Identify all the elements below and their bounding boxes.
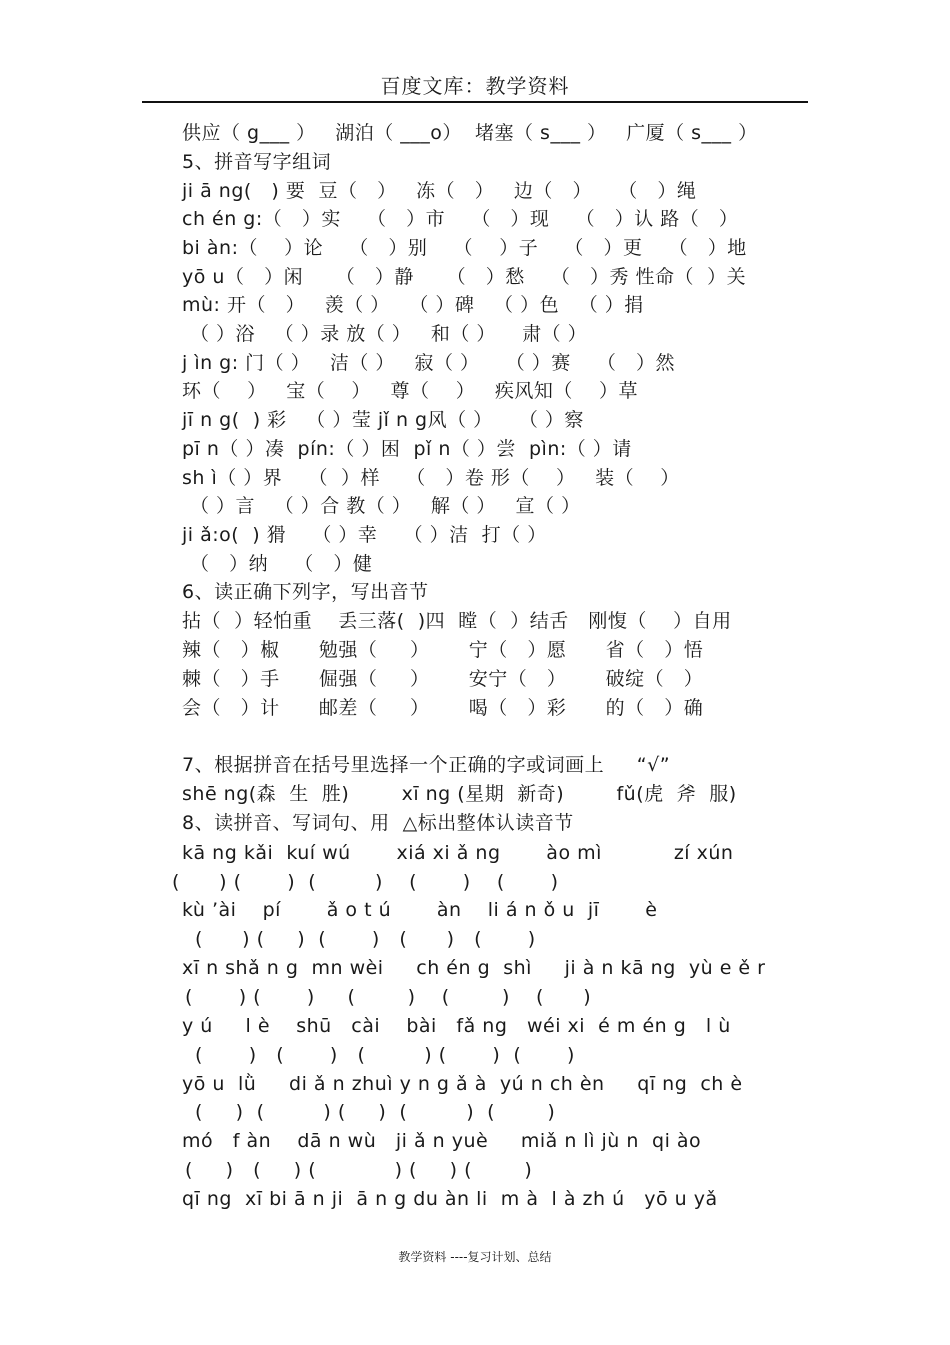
worksheet-line: jī n g( ) 彩 （ ）莹 jǐ n g风（ ） （ ）察 bbox=[182, 409, 584, 431]
worksheet-line: 拈（ ）轻怕重 丢三落( )四 瞠（ ）结舌 刚愎（ ）自用 bbox=[182, 610, 732, 632]
section-6-heading: 6、读正确下列字，写出音节 bbox=[182, 581, 429, 603]
pinyin-line: mó f àn dā n wù ji ǎ n yuè miǎ n lì jù n qi ào bbox=[182, 1130, 702, 1152]
worksheet-line: ji ǎ:o( ) 猾 （ ）幸 （ ）洁 打（ ） bbox=[182, 524, 547, 546]
worksheet-line: 供应（ g___ ） 湖泊（ ___o） 堵塞（ s___ ） 广厦（ s___ ） bbox=[182, 122, 758, 144]
pinyin-line: qī ng xī bi ā n ji ā n g du àn li m à l à zh ú yō u yǎ bbox=[182, 1188, 718, 1210]
page-header: 百度文库：教学资料 bbox=[380, 74, 570, 98]
section-5-heading: 5、拼音写字组词 bbox=[182, 151, 332, 173]
answer-brackets: ( ) ( ) ( ) ( ) ( ) bbox=[195, 1101, 556, 1123]
pinyin-line: xī n shǎ n g mn wèi ch én g shì ji à n kā ng yù e ě r bbox=[182, 957, 766, 979]
pinyin-line: y ú l è shū cài bài fǎ ng wéi xi é m én g l ù bbox=[182, 1015, 731, 1037]
worksheet-line: （ ）浴 （ ）录 放（ ） 和（ ） 肃（ ） bbox=[190, 323, 588, 345]
pinyin-line: yō u lǜ di ǎ n zhuì y n g ǎ à yú n ch èn qī ng ch è bbox=[182, 1073, 743, 1095]
worksheet-line: （ ）言 （ ）合 教（ ） 解（ ） 宣（ ） bbox=[190, 495, 581, 517]
worksheet-line: pī n（ ）凑 pín:（ ）困 pǐ n（ ）尝 pìn:（ ）请 bbox=[182, 438, 632, 460]
worksheet-line: （ ）纳 （ ）健 bbox=[190, 553, 373, 575]
section-7-heading: 7、根据拼音在括号里选择一个正确的字或词画上 “√” bbox=[182, 754, 671, 776]
section-8-heading: 8、读拼音、写词句、用 △标出整体认读音节 bbox=[182, 812, 574, 834]
answer-brackets: ( ) ( ) ( ) ( ) ( ) bbox=[185, 1159, 533, 1181]
worksheet-line: 会（ ）计 邮差（ ） 喝（ ）彩 的（ ）确 bbox=[182, 697, 704, 719]
worksheet-line: mù: 开（ ） 羡（ ） （ ）碑 （ ）色 （ ）捐 bbox=[182, 294, 644, 316]
worksheet-line: sh ì（ ）界 （ ）样 （ ）卷 形（ ） 装（ ） bbox=[182, 467, 680, 489]
answer-brackets: ( ) ( ) ( ) ( ) ( ) bbox=[195, 1044, 575, 1066]
header-divider bbox=[142, 101, 808, 103]
worksheet-line: ch én g:（ ）实 （ ）市 （ ）现 （ ）认 路（ ） bbox=[182, 208, 739, 230]
pinyin-line: kā ng kǎi kuí wú xiá xi ǎ ng ào mì zí xún bbox=[182, 842, 734, 864]
answer-brackets: ( ) ( ) ( ) ( ) ( ) bbox=[195, 928, 536, 950]
worksheet-line: yō u（ ）闲 （ ）静 （ ）愁 （ ）秀 性命（ ）关 bbox=[182, 266, 747, 288]
worksheet-line: bi àn:（ ）论 （ ）别 （ ）子 （ ）更 （ ）地 bbox=[182, 237, 747, 259]
pinyin-line: kù ’ài pí ǎ o t ú àn li á n ǒ u jī è bbox=[182, 899, 658, 921]
worksheet-line: 辣（ ）椒 勉强（ ） 宁（ ）愿 省（ ）悟 bbox=[182, 639, 704, 661]
worksheet-line: 环（ ） 宝（ ） 尊（ ） 疾风知（ ）草 bbox=[182, 380, 638, 402]
worksheet-line: j ìn g: 门（ ） 洁（ ） 寂（ ） （ ）赛 （ ）然 bbox=[182, 352, 676, 374]
page-footer: 教学资料 ----复习计划、总结 bbox=[398, 1250, 552, 1264]
worksheet-line: ji ā ng( ) 要 豆（ ） 冻（ ） 边（ ） （ ）绳 bbox=[182, 180, 697, 202]
worksheet-line: shē ng(森 生 胜) xī ng (星期 新奇) fǔ(虎 斧 服) bbox=[182, 783, 737, 805]
answer-brackets: ( ) ( ) ( ) ( ) ( ) bbox=[185, 986, 592, 1008]
answer-brackets: ( ) ( ) ( ) ( ) ( ) bbox=[172, 871, 559, 893]
worksheet-line: 棘（ ）手 倔强（ ） 安宁（ ） 破绽（ ） bbox=[182, 668, 704, 690]
